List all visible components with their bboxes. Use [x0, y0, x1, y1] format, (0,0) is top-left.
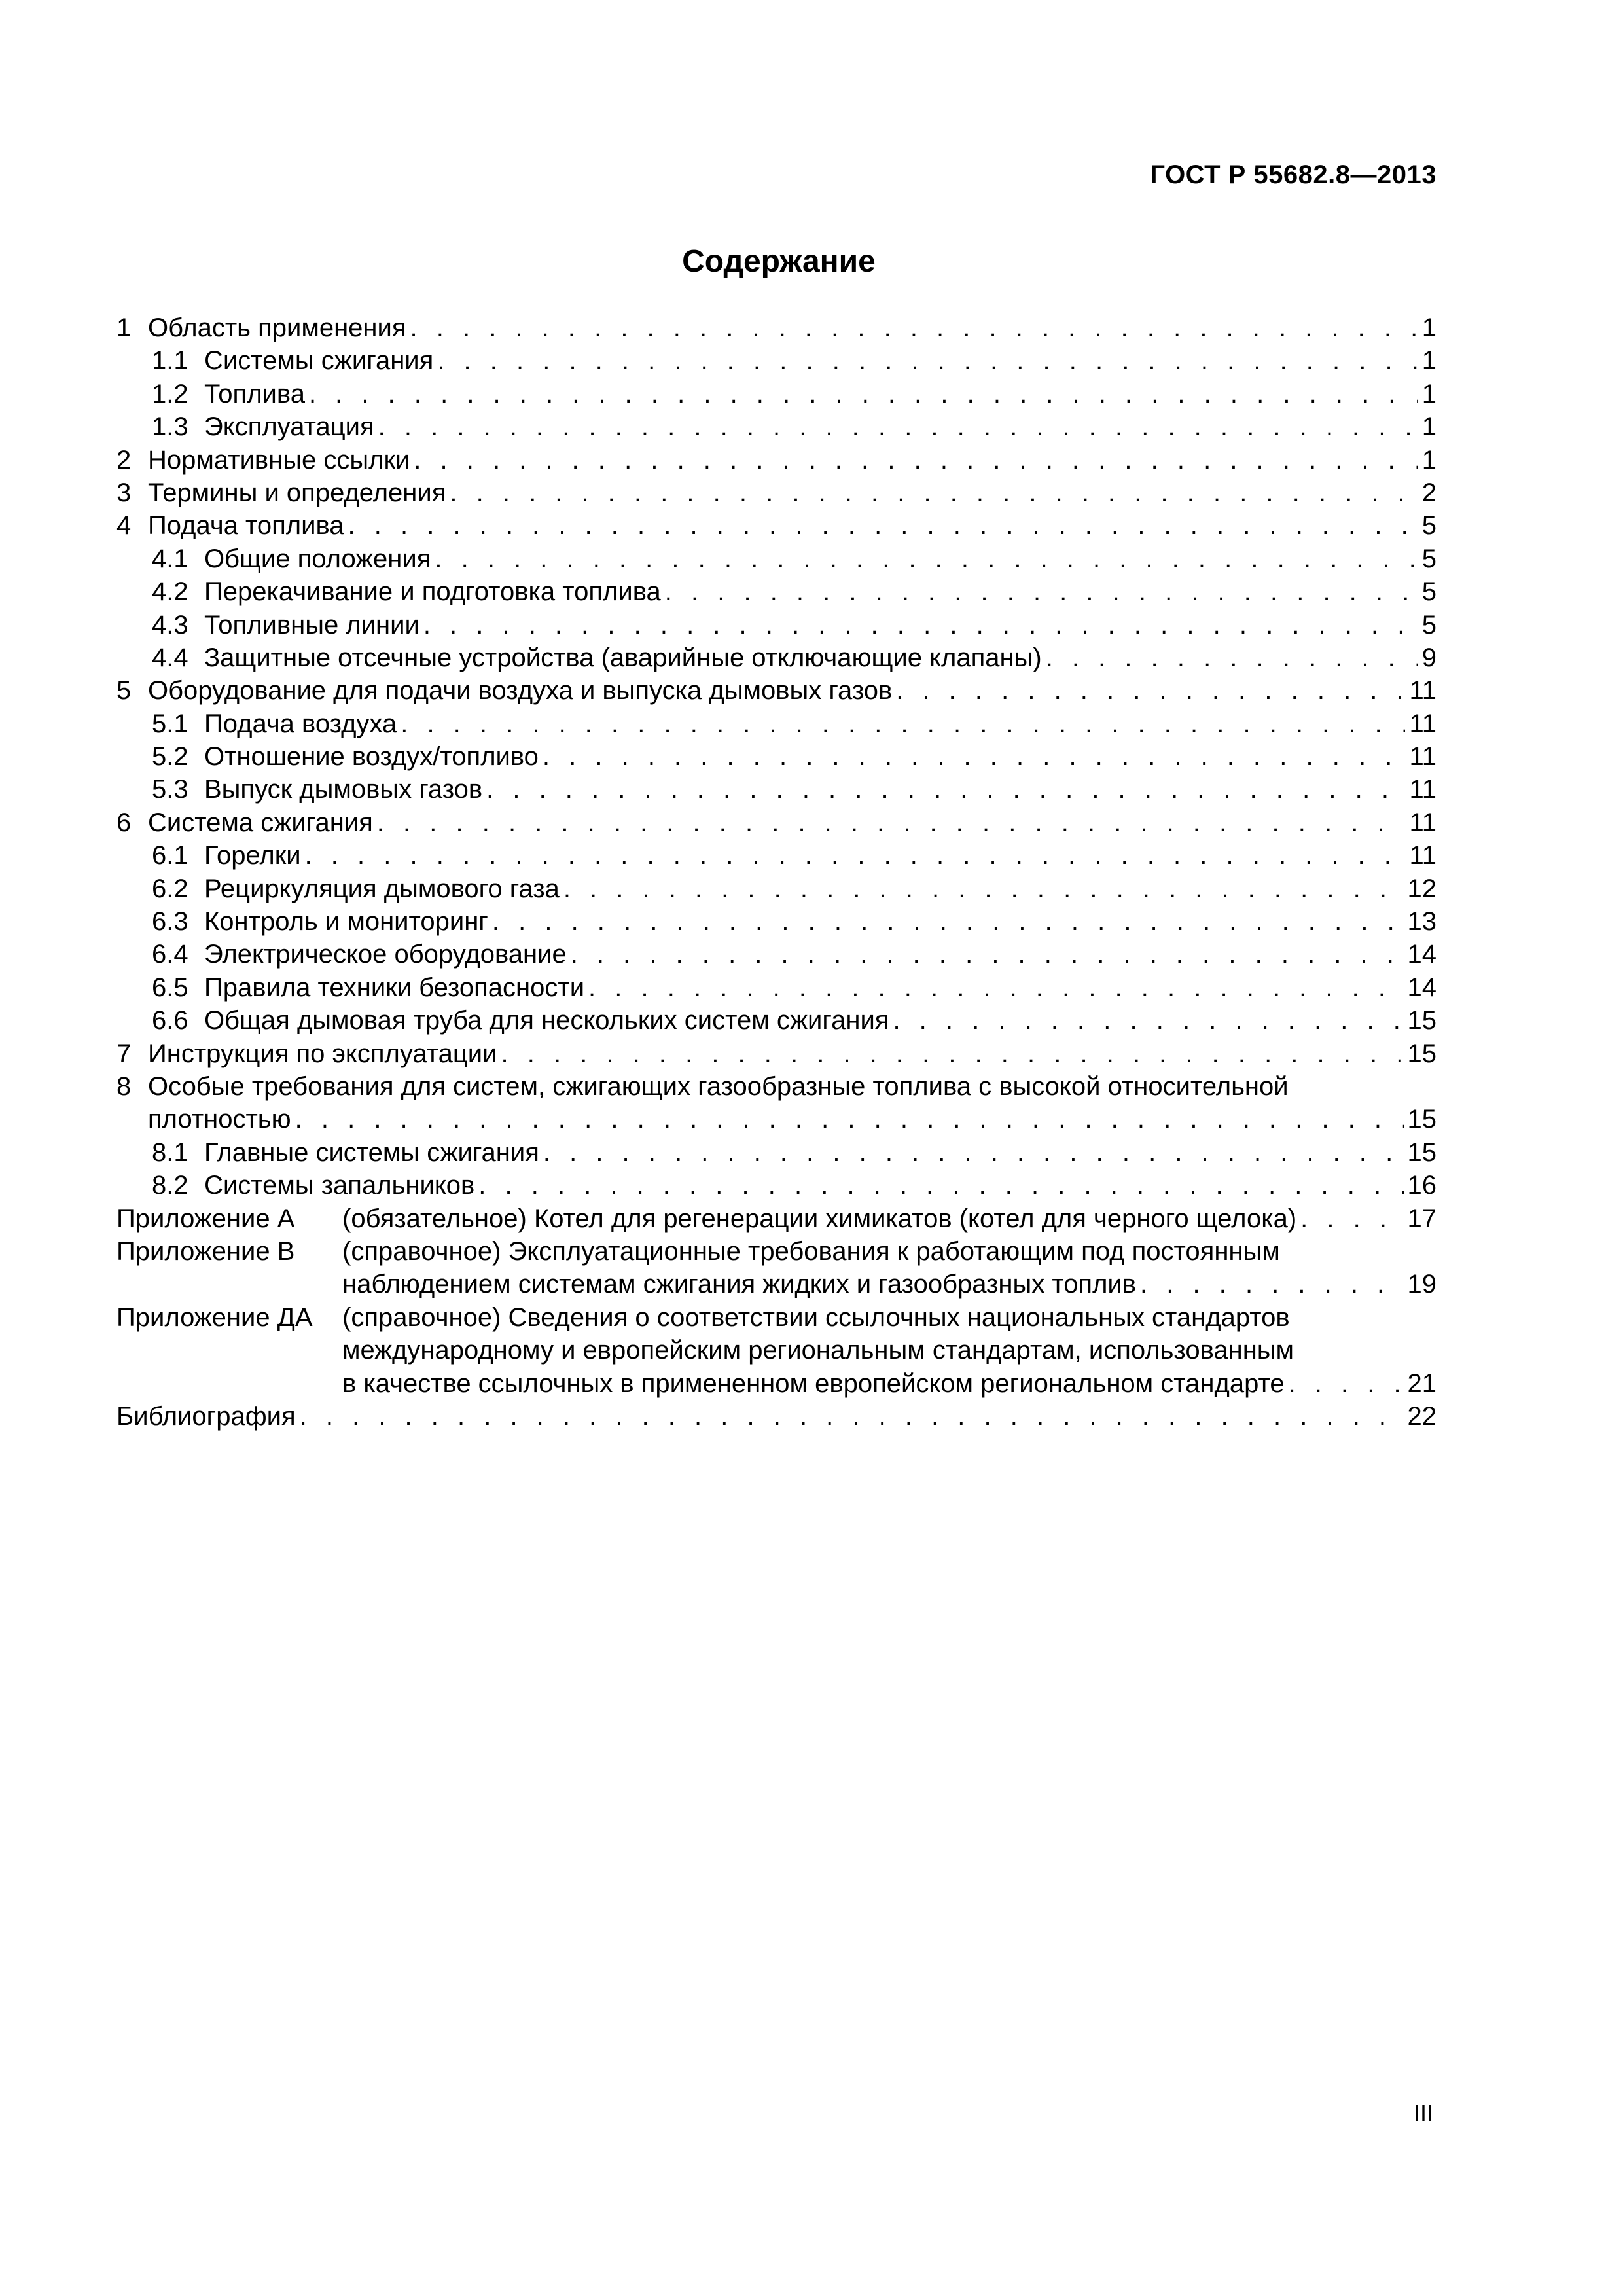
toc-page-number: 5 [1421, 544, 1436, 573]
toc-page-number: 1 [1421, 412, 1436, 442]
toc-label: Электрическое оборудование [204, 940, 567, 969]
toc-section-number: 4.3 [152, 610, 188, 639]
toc-entry[interactable] [116, 872, 1436, 905]
appendix-prefix: Приложение В [116, 1236, 295, 1266]
toc-section-number: 5.2 [152, 742, 188, 772]
dot-leader [1140, 1268, 1403, 1300]
toc-label: Библиография [116, 1401, 296, 1431]
toc-label-continued: международному и европейским региональным стандартам, использованным [342, 1336, 1294, 1365]
toc-page-number: 11 [1409, 775, 1436, 804]
dot-leader [1300, 1202, 1403, 1235]
toc-label: Термины и определения [148, 478, 446, 507]
toc-label: Горелки [204, 841, 301, 870]
toc-page-number: 11 [1409, 808, 1436, 837]
toc-entry[interactable] [116, 905, 1436, 938]
toc-entry[interactable] [116, 609, 1436, 641]
toc-label: Подача воздуха [204, 709, 397, 738]
toc-label: Отношение воздух/топливо [204, 742, 539, 772]
dot-leader [492, 905, 1404, 938]
toc-section-number: 6 [116, 808, 132, 837]
toc-section-number: 5.1 [152, 709, 188, 738]
toc-page-number: 15 [1407, 1039, 1436, 1068]
toc-page-number: 5 [1421, 610, 1436, 639]
dot-leader [435, 543, 1418, 575]
toc-section-number: 4.4 [152, 643, 188, 672]
toc-section-number: 1.3 [152, 412, 188, 442]
dot-leader [893, 1004, 1403, 1037]
dot-leader [1046, 641, 1418, 674]
toc-section-number: 6.5 [152, 973, 188, 1002]
toc-page-number: 11 [1409, 742, 1436, 772]
toc-label: Система сжигания [148, 808, 373, 837]
document-code: ГОСТ Р 55682.8—2013 [1150, 160, 1436, 189]
dot-leader [543, 740, 1406, 773]
toc-entry[interactable] [116, 1235, 1436, 1268]
dot-leader [478, 1169, 1403, 1202]
dot-leader [305, 839, 1406, 872]
toc-label: Защитные отсечные устройства (аварийные отключающие клапаны) [204, 643, 1042, 672]
toc-label: Перекачивание и подготовка топлива [204, 577, 661, 607]
toc-section-number: 6.6 [152, 1006, 188, 1035]
toc-label-continued: плотностью [148, 1105, 291, 1134]
toc-section-number: 8 [116, 1071, 132, 1101]
toc-label: Общие положения [204, 544, 431, 573]
dot-leader [450, 476, 1418, 509]
dot-leader [571, 938, 1404, 971]
toc-entry[interactable] [116, 773, 1436, 806]
toc-page-number: 5 [1421, 577, 1436, 607]
dot-leader [410, 312, 1418, 344]
dot-leader [414, 444, 1418, 476]
toc-page-number: 1 [1421, 379, 1436, 408]
toc-section-number: 5.3 [152, 775, 188, 804]
toc-page-number: 22 [1407, 1401, 1436, 1431]
toc-label: Подача топлива [148, 511, 344, 541]
page-number: III [1413, 2100, 1433, 2126]
toc-entry[interactable] [116, 1268, 1436, 1300]
toc-page-number: 21 [1407, 1369, 1436, 1398]
toc-page-number: 11 [1409, 709, 1436, 738]
toc-section-number: 4.2 [152, 577, 188, 607]
toc-entry[interactable] [116, 378, 1436, 410]
toc-entry[interactable] [116, 444, 1436, 476]
toc-section-number: 7 [116, 1039, 132, 1068]
toc-label-continued: наблюдением системам сжигания жидких и газообразных топлив [342, 1270, 1137, 1299]
toc-section-number: 6.1 [152, 841, 188, 870]
dot-leader [543, 1136, 1404, 1169]
toc-label: Топлива [204, 379, 305, 408]
toc-entry[interactable] [116, 938, 1436, 971]
toc-label: Инструкция по эксплуатации [148, 1039, 497, 1068]
dot-leader [423, 609, 1418, 641]
toc-entry[interactable] [116, 509, 1436, 542]
toc-label: Главные системы сжигания [204, 1138, 539, 1167]
toc-section-number: 1.2 [152, 379, 188, 408]
toc-page-number: 16 [1407, 1171, 1436, 1200]
toc-entry[interactable] [116, 1367, 1436, 1400]
toc-entry[interactable] [116, 1400, 1436, 1433]
dot-leader [588, 971, 1403, 1004]
toc-entry[interactable] [116, 1136, 1436, 1169]
toc-page-number: 15 [1407, 1138, 1436, 1167]
toc-label: Общая дымовая труба для нескольких систем сжигания [204, 1006, 889, 1035]
dot-leader [377, 806, 1406, 839]
appendix-prefix: Приложение А [116, 1204, 295, 1233]
toc-section-number: 5 [116, 676, 132, 706]
toc-label: Рециркуляция дымового газа [204, 874, 560, 903]
toc-entry[interactable] [116, 1070, 1436, 1103]
toc-page-number: 5 [1421, 511, 1436, 541]
toc-section-number: 1 [116, 314, 132, 342]
dot-leader [378, 410, 1418, 443]
toc-section-number: 6.4 [152, 940, 188, 969]
table-of-contents [116, 312, 1436, 1433]
toc-page-number: 1 [1421, 314, 1436, 342]
appendix-prefix: Приложение ДА [116, 1302, 313, 1332]
toc-entry[interactable] [116, 1334, 1436, 1367]
toc-entry[interactable] [116, 543, 1436, 575]
toc-label: Особые требования для систем, сжигающих газообразные топлива с высокой относительной [148, 1071, 1289, 1101]
toc-label: (справочное) Сведения о соответствии ссылочных национальных стандартов [342, 1302, 1290, 1332]
dot-leader [300, 1400, 1404, 1433]
toc-page-number: 19 [1407, 1270, 1436, 1299]
toc-label-continued: в качестве ссылочных в примененном европейском региональном стандарте [342, 1369, 1285, 1398]
toc-label: Оборудование для подачи воздуха и выпуска дымовых газов [148, 676, 893, 706]
toc-label: Нормативные ссылки [148, 445, 410, 475]
toc-entry[interactable] [116, 1037, 1436, 1070]
dot-leader [896, 674, 1405, 707]
toc-entry[interactable] [116, 344, 1436, 377]
dot-leader [501, 1037, 1404, 1070]
toc-page-number: 15 [1407, 1105, 1436, 1134]
toc-page-number: 12 [1407, 874, 1436, 903]
toc-section-number: 2 [116, 445, 132, 475]
toc-section-number: 4 [116, 511, 132, 541]
toc-entry[interactable] [116, 971, 1436, 1004]
toc-entry[interactable] [116, 1202, 1436, 1235]
dot-leader [665, 575, 1418, 608]
toc-section-number: 3 [116, 478, 132, 507]
dot-leader [295, 1103, 1404, 1136]
dot-leader [1289, 1367, 1404, 1400]
toc-label: Топливные линии [204, 610, 419, 639]
toc-entry[interactable] [116, 806, 1436, 839]
toc-entry[interactable] [116, 674, 1436, 707]
toc-page-number: 11 [1409, 676, 1436, 706]
toc-page-number: 1 [1421, 346, 1436, 376]
toc-label: Системы запальников [204, 1171, 475, 1200]
toc-page-number: 1 [1421, 445, 1436, 475]
toc-label: Правила техники безопасности [204, 973, 585, 1002]
toc-label: Эксплуатация [204, 412, 374, 442]
dot-leader [401, 708, 1405, 740]
toc-entry[interactable] [116, 312, 1436, 344]
toc-section-number: 1.1 [152, 346, 188, 376]
toc-label: Выпуск дымовых газов [204, 775, 483, 804]
toc-entry[interactable] [116, 1169, 1436, 1202]
page-title: Содержание [682, 244, 876, 279]
toc-page-number: 13 [1407, 907, 1436, 937]
dot-leader [309, 378, 1418, 410]
toc-page-number: 9 [1421, 643, 1436, 672]
toc-label: (справочное) Эксплуатационные требования к работающим под постоянным [342, 1236, 1280, 1266]
toc-section-number: 6.2 [152, 874, 188, 903]
dot-leader [563, 872, 1404, 905]
toc-section-number: 8.2 [152, 1171, 188, 1200]
dot-leader [437, 344, 1418, 377]
toc-entry[interactable] [116, 740, 1436, 773]
toc-entry[interactable] [116, 839, 1436, 872]
toc-entry[interactable] [116, 1004, 1436, 1037]
toc-page-number: 2 [1421, 478, 1436, 507]
toc-section-number: 6.3 [152, 907, 188, 937]
toc-page-number: 11 [1409, 841, 1436, 870]
toc-page-number: 14 [1407, 940, 1436, 969]
toc-entry[interactable] [116, 476, 1436, 509]
toc-label: Контроль и мониторинг [204, 907, 488, 937]
toc-section-number: 8.1 [152, 1138, 188, 1167]
toc-entry[interactable] [116, 575, 1436, 608]
toc-label: Системы сжигания [204, 346, 434, 376]
toc-entry[interactable] [116, 1103, 1436, 1136]
toc-label: (обязательное) Котел для регенерации химикатов (котел для черного щелока) [342, 1204, 1297, 1233]
toc-section-number: 4.1 [152, 544, 188, 573]
toc-page-number: 14 [1407, 973, 1436, 1002]
toc-entry[interactable] [116, 641, 1436, 674]
dot-leader [348, 509, 1418, 542]
toc-page-number: 17 [1407, 1204, 1436, 1233]
toc-page-number: 15 [1407, 1006, 1436, 1035]
toc-entry[interactable] [116, 1301, 1436, 1334]
dot-leader [486, 773, 1405, 806]
toc-label: Область применения [148, 314, 406, 342]
toc-entry[interactable] [116, 410, 1436, 443]
toc-entry[interactable] [116, 708, 1436, 740]
